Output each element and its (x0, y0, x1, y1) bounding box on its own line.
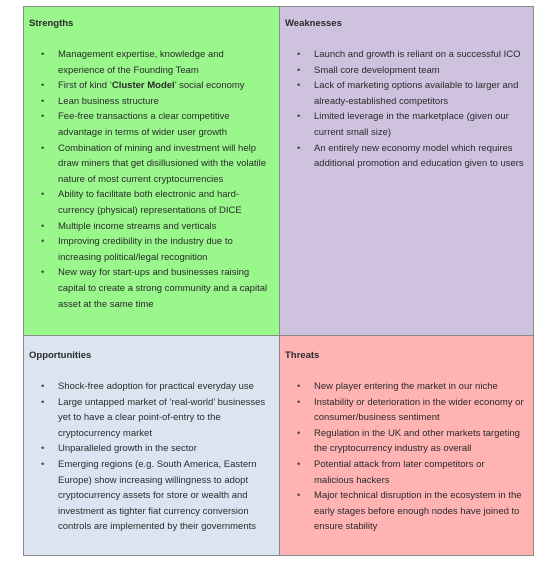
list-item: • Improving credibility in the industry due to increasing political/legal recognition (29, 234, 271, 265)
list-item: • Lack of marketing options available to larger and already-established competitors (285, 78, 525, 109)
threats-list (285, 379, 525, 535)
list-item: • Regulation in the UK and other markets targeting the cryptocurrency industry as overall (285, 426, 525, 457)
list-item: • Fee-free transactions a clear competitive advantage in terms of wider user growth (29, 109, 271, 140)
list-item: • New player entering the market in our niche (285, 379, 525, 395)
opportunities-list (29, 379, 271, 535)
kind-text-before: First of kind ‘ (58, 80, 112, 92)
list-item: • Management expertise, knowledge and experience of the Founding Team (29, 47, 271, 78)
list-item: • Multiple income streams and verticals (29, 219, 271, 235)
list-item: • Large untapped market of ‘real-world’ businesses yet to have a clear point-of-entry to the cryptocurrency market (29, 395, 271, 442)
list-item: • Potential attack from later competitors or malicious hackers (285, 457, 525, 488)
list-item: • Lean business structure (29, 94, 271, 110)
opportunities-heading: Opportunities (29, 350, 92, 361)
list-item: • Ability to facilitate both electronic and hard-currency (physical) representations of DICE (29, 187, 271, 218)
threats-heading: Threats (285, 350, 320, 361)
list-item: • Small core development team (285, 63, 525, 79)
list-item: • Major technical disruption in the ecosystem in the early stages before enough nodes have joined to ensure stability (285, 488, 525, 535)
strengths-heading: Strengths (29, 18, 74, 29)
list-item: • An entirely new economy model which requires additional promotion and education given to users (285, 141, 525, 172)
list-item (29, 78, 271, 94)
list-item: • Launch and growth is reliant on a successful ICO (285, 47, 525, 63)
threats-cell (280, 336, 533, 555)
strengths-list (29, 47, 271, 312)
kind-text-bold: Cluster Model (111, 80, 175, 92)
list-item: • Instability or deterioration in the wider economy or consumer/business sentiment (285, 395, 525, 426)
strengths-cell (24, 7, 280, 336)
list-item: • Combination of mining and investment will help draw miners that get disillusioned with the volatile nature of most current cryptocurrencies (29, 141, 271, 188)
list-item: • Limited leverage in the marketplace (given our current small size) (285, 109, 525, 140)
opportunities-cell (24, 336, 280, 555)
weaknesses-cell (280, 7, 533, 336)
kind-text-after: ’ social economy (174, 80, 245, 92)
list-item: • Emerging regions (e.g. South America, Eastern Europe) show increasing willingness to adopt cryptocurrency assets for store or wealth and investment as tighter fiat currency conversion controls are implemented by their governments (29, 457, 271, 535)
list-item: • New way for start-ups and businesses raising capital to create a strong community and a capital asset at the same time (29, 265, 271, 312)
weaknesses-list (285, 47, 525, 172)
list-item: • Shock-free adoption for practical everyday use (29, 379, 271, 395)
list-item: • Unparalleled growth in the sector (29, 441, 271, 457)
weaknesses-heading: Weaknesses (285, 18, 342, 29)
swot-table (23, 6, 534, 556)
